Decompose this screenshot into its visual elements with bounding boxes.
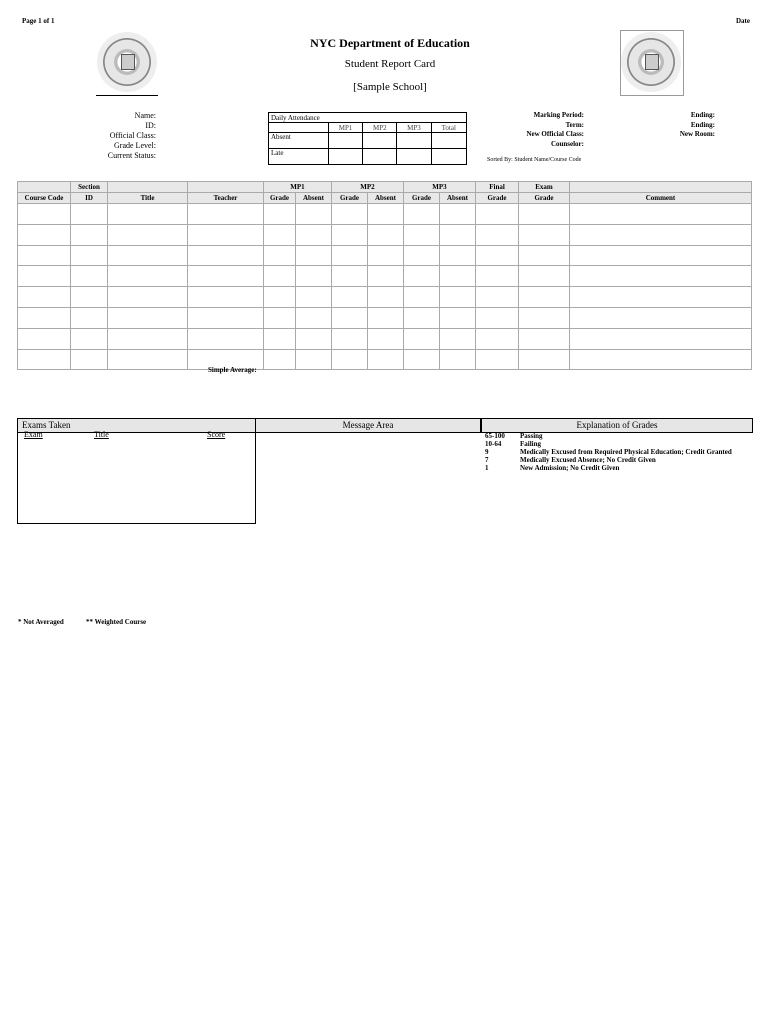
grade-cell (332, 245, 368, 266)
grade-cell (368, 245, 404, 266)
grade-cell (332, 204, 368, 225)
grade-cell (188, 307, 264, 328)
grade-row (18, 245, 752, 266)
period-fields-right (640, 111, 715, 140)
exam-col-score: Score (207, 430, 226, 439)
simple-average: Simple Average: (208, 366, 257, 374)
grade-cell (264, 266, 296, 287)
grade-cell (108, 307, 188, 328)
grade-cell (476, 349, 519, 370)
grade-cell (519, 204, 570, 225)
grade-cell (570, 349, 752, 370)
nyc-seal-icon-right (621, 32, 681, 92)
grade-cell (404, 204, 440, 225)
grade-cell (476, 307, 519, 328)
grade-cell (476, 266, 519, 287)
explanation-row: 7 Medically Excused Absence; No Credit Given (485, 456, 656, 464)
field-ending-2: Ending: (690, 120, 715, 129)
grade-cell (570, 307, 752, 328)
exam-col-exam: Exam (24, 430, 43, 439)
grade-cell (404, 224, 440, 245)
grade-cell (440, 307, 476, 328)
grade-cell (264, 349, 296, 370)
grade-row (18, 266, 752, 287)
grade-cell (108, 224, 188, 245)
grade-cell (18, 266, 71, 287)
grade-cell (476, 287, 519, 308)
grade-cell (264, 204, 296, 225)
th-mp3: MP3 (404, 182, 476, 193)
school-name: [Sample School] (353, 81, 427, 93)
student-fields (40, 111, 156, 161)
grades-body (18, 204, 752, 370)
grade-cell (476, 224, 519, 245)
grade-cell (332, 266, 368, 287)
grade-cell (18, 245, 71, 266)
th-mp1-absent: Absent (296, 193, 332, 204)
grade-cell (296, 204, 332, 225)
grade-cell (476, 204, 519, 225)
explanation-list (485, 432, 751, 472)
grade-cell (440, 245, 476, 266)
grade-cell (368, 307, 404, 328)
grade-cell (296, 307, 332, 328)
field-counselor: Counselor: (550, 139, 584, 148)
th-mp2-grade: Grade (332, 193, 368, 204)
grade-cell (18, 287, 71, 308)
att-col-mp2: MP2 (363, 123, 397, 133)
grade-row (18, 349, 752, 370)
grade-cell (18, 349, 71, 370)
explanation-row: 65-100 Passing (485, 432, 543, 440)
grade-cell (188, 245, 264, 266)
grade-cell (264, 224, 296, 245)
attendance-table (268, 112, 467, 165)
grade-cell (519, 266, 570, 287)
grade-row (18, 328, 752, 349)
att-col-total: Total (431, 123, 466, 133)
grade-cell (404, 287, 440, 308)
grade-cell (108, 287, 188, 308)
grade-cell (440, 266, 476, 287)
th-mp3-absent: Absent (440, 193, 476, 204)
grade-cell (18, 224, 71, 245)
att-row-late: Late (269, 149, 329, 165)
grade-cell (404, 307, 440, 328)
footnote-not-averaged: * Not Averaged (18, 618, 64, 626)
grade-cell (71, 266, 108, 287)
grade-cell (519, 224, 570, 245)
grade-cell (368, 287, 404, 308)
grade-cell (404, 349, 440, 370)
grade-cell (296, 328, 332, 349)
field-name: Name: (134, 111, 156, 120)
footnote-weighted: ** Weighted Course (86, 618, 147, 626)
grade-cell (368, 266, 404, 287)
grade-row (18, 224, 752, 245)
th-title: Title (108, 193, 188, 204)
grade-row (18, 307, 752, 328)
grade-cell (570, 204, 752, 225)
grade-cell (570, 266, 752, 287)
grade-cell (570, 224, 752, 245)
grade-cell (440, 328, 476, 349)
grade-cell (368, 349, 404, 370)
grade-cell (264, 307, 296, 328)
field-ending-1: Ending: (690, 111, 715, 119)
grade-cell (519, 349, 570, 370)
explanation-header: Explanation of Grades (481, 418, 753, 433)
grade-cell (188, 204, 264, 225)
att-row-absent: Absent (269, 133, 329, 149)
grades-table (17, 181, 752, 370)
grade-cell (404, 266, 440, 287)
th-comment: Comment (570, 193, 752, 204)
grade-cell (296, 224, 332, 245)
grade-cell (188, 266, 264, 287)
grade-cell (296, 287, 332, 308)
field-term: Term: (565, 120, 584, 129)
grade-cell (108, 328, 188, 349)
grade-cell (519, 328, 570, 349)
explanation-row: 10-64 Failing (485, 440, 542, 448)
grade-cell (18, 204, 71, 225)
grade-cell (296, 349, 332, 370)
grade-cell (519, 287, 570, 308)
doc-title: Student Report Card (344, 58, 436, 70)
grade-cell (440, 204, 476, 225)
grade-cell (570, 245, 752, 266)
field-current-status: Current Status: (107, 151, 156, 160)
grade-cell (296, 266, 332, 287)
grade-cell (476, 328, 519, 349)
th-course-code: Course Code (18, 193, 71, 204)
field-new-official-class: New Official Class: (526, 130, 584, 138)
grade-cell (440, 349, 476, 370)
grade-cell (404, 328, 440, 349)
th-exam-grade: Grade (519, 193, 570, 204)
grade-cell (570, 287, 752, 308)
grade-cell (332, 224, 368, 245)
grade-cell (108, 245, 188, 266)
th-teacher: Teacher (188, 193, 264, 204)
grade-cell (332, 307, 368, 328)
grade-cell (18, 328, 71, 349)
field-grade-level: Grade Level: (114, 141, 156, 150)
grade-row (18, 204, 752, 225)
sorted-by: Sorted By: Student Name/Course Code (487, 157, 582, 163)
grade-cell (188, 328, 264, 349)
grade-cell (332, 328, 368, 349)
th-mp2: MP2 (332, 182, 404, 193)
grade-cell (108, 266, 188, 287)
grade-cell (296, 245, 332, 266)
th-id: ID (71, 193, 108, 204)
period-fields (470, 111, 584, 149)
th-final-grade: Grade (476, 193, 519, 204)
field-new-room: New Room: (679, 130, 715, 138)
grade-cell (368, 204, 404, 225)
grade-cell (188, 224, 264, 245)
nyc-seal-icon (97, 32, 157, 92)
field-marking-period: Marking Period: (533, 111, 584, 119)
grade-cell (368, 224, 404, 245)
exams-box (17, 431, 256, 524)
message-area-header: Message Area (255, 418, 481, 433)
th-mp3-grade: Grade (404, 193, 440, 204)
grade-cell (71, 224, 108, 245)
field-id: ID: (145, 121, 156, 130)
field-official-class: Official Class: (109, 131, 156, 140)
exam-col-title: Title (94, 430, 109, 439)
th-mp1-grade: Grade (264, 193, 296, 204)
grade-cell (71, 307, 108, 328)
grade-cell (476, 245, 519, 266)
grade-cell (108, 204, 188, 225)
grade-cell (570, 328, 752, 349)
attendance-title: Daily Attendance (269, 113, 467, 123)
page-number: Page 1 of 1 (22, 17, 55, 25)
grade-cell (519, 245, 570, 266)
grade-cell (332, 287, 368, 308)
grade-cell (332, 349, 368, 370)
grade-cell (264, 328, 296, 349)
att-col-mp3: MP3 (397, 123, 431, 133)
grade-cell (404, 245, 440, 266)
explanation-row: 9 Medically Excused from Required Physical Education; Credit Granted (485, 448, 732, 456)
grade-cell (71, 245, 108, 266)
grade-cell (71, 287, 108, 308)
exams-taken-header: Exams Taken (17, 418, 259, 433)
th-mp2-absent: Absent (368, 193, 404, 204)
grade-cell (264, 287, 296, 308)
grade-cell (71, 349, 108, 370)
grade-cell (18, 307, 71, 328)
th-final: Final (476, 182, 519, 193)
att-col-mp1: MP1 (329, 123, 363, 133)
grade-cell (519, 307, 570, 328)
explanation-row: 1 New Admission; No Credit Given (485, 464, 620, 472)
grade-cell (71, 204, 108, 225)
th-section: Section (71, 182, 108, 193)
grade-cell (368, 328, 404, 349)
grade-cell (264, 245, 296, 266)
grade-cell (108, 349, 188, 370)
org-title: NYC Department of Education (310, 36, 470, 50)
date-label: Date (736, 17, 750, 25)
grade-cell (71, 328, 108, 349)
grade-cell (440, 224, 476, 245)
grade-row (18, 287, 752, 308)
grade-cell (188, 287, 264, 308)
th-exam: Exam (519, 182, 570, 193)
th-mp1: MP1 (264, 182, 332, 193)
grade-cell (440, 287, 476, 308)
